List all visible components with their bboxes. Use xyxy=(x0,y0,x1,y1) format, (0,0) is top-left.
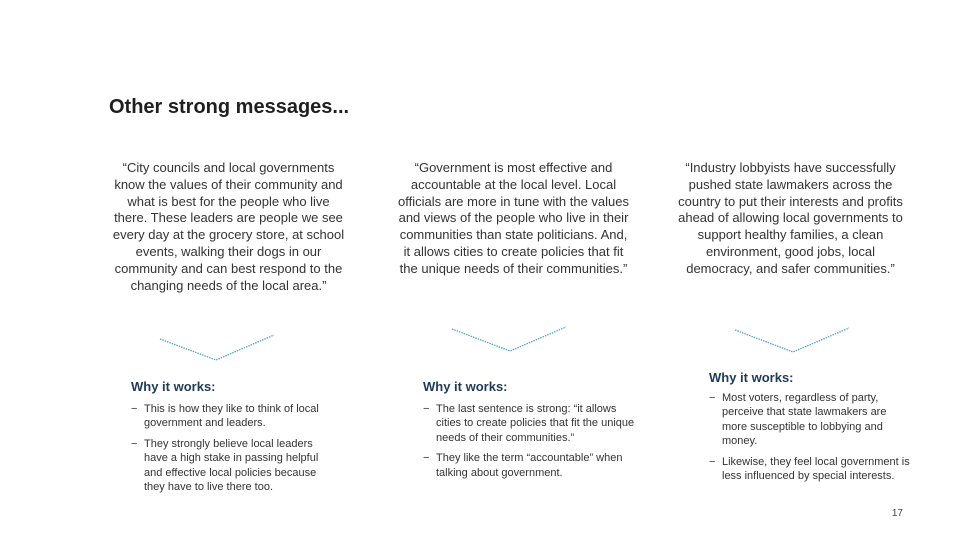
quote-text: “City councils and local governments know the values of their community and what is best for the people who live there. These leaders are people we see every day at the grocery store, at school events, walking their dogs in our community and can best respond to the changing needs of the local area.” xyxy=(112,160,345,293)
bullet-dash: − xyxy=(131,403,138,415)
bullet-dash: − xyxy=(423,403,430,415)
chevron-down-icon xyxy=(733,324,851,360)
list-item xyxy=(709,391,914,449)
bullet-text: They like the term “accountable” when talking about government. xyxy=(436,452,623,479)
bullet-text: Most voters, regardless of party, perceive that state lawmakers are more susceptible to lobbying and money. xyxy=(722,392,887,448)
list-item xyxy=(423,402,638,445)
why-it-works-list xyxy=(423,402,638,486)
list-item xyxy=(709,455,914,484)
page-number: 17 xyxy=(891,508,903,519)
list-item xyxy=(131,402,331,431)
why-it-works-heading: Why it works: xyxy=(709,370,794,385)
bullet-dash: − xyxy=(709,455,716,468)
why-it-works-heading: Why it works: xyxy=(423,379,508,394)
chevron-down-icon xyxy=(450,323,568,359)
why-it-works-list xyxy=(131,402,331,500)
list-item xyxy=(423,451,638,480)
slide-title: Other strong messages... xyxy=(109,96,350,118)
bullet-text: The last sentence is strong: “it allows cities to create policies that fit the unique needs of their communities.” xyxy=(436,403,635,444)
bullet-text: They strongly believe local leaders have a high stake in passing helpful and effective local policies because they have to live there too. xyxy=(144,437,319,494)
bullet-dash: − xyxy=(423,452,430,465)
quote-text: “Industry lobbyists have successfully pushed state lawmakers across the country to put their interests and profits ahead of allowing local governments to support healthy families, a clean environment, good jobs, local democracy, and safer communities.” xyxy=(678,160,903,276)
chevron-down-icon xyxy=(158,331,276,367)
why-it-works-heading: Why it works: xyxy=(131,379,216,394)
bullet-text: Likewise, they feel local government is less influenced by special interests. xyxy=(722,455,910,483)
bullet-dash: − xyxy=(131,437,138,450)
quote-text: “Government is most effective and accountable at the local level. Local officials are more in tune with the values and views of the people who live in their communities than state politicians. And, it allows cities to create policies that fit the unique needs of their communities.” xyxy=(398,160,629,276)
bullet-dash: − xyxy=(709,392,716,404)
list-item xyxy=(131,437,331,495)
why-it-works-list xyxy=(709,391,914,489)
bullet-text: This is how they like to think of local government and leaders. xyxy=(144,403,319,430)
